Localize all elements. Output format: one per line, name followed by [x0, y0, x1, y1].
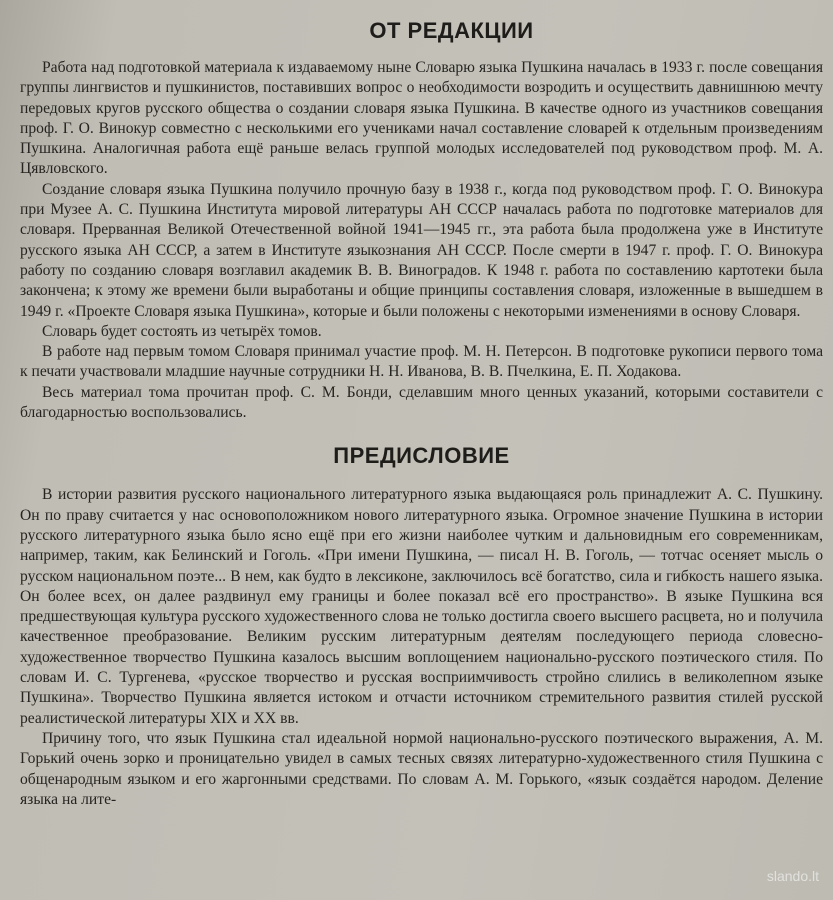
paragraph: Создание словаря языка Пушкина получило прочную базу в 1938 г., когда под руководством проф. Г. О. Винокура при Музее А. С. Пушкина Института мировой литературы АН СССР началась работа по подготовке материалов для словаря. Прерванная Великой Отечественной войной 1941—1945 гг., эта работа была продолжена уже в Институте русского языка АН СССР, а затем в Институте языкознания АН СССР. После смерти в 1947 г. проф. Г. О. Винокура работу по созданию словаря возглавил академик В. В. Виноградов. К 1948 г. работа по составлению картотеки была закончена; к этому же времени были выработаны и общие принципы составления словаря, изложенные в вышедшем в 1949 г. «Проекте Словаря языка Пушкина», которые и были положены с некоторыми изменениями в основу Словаря.	[20, 180, 823, 320]
watermark: slando.lt	[766, 868, 819, 884]
section-title-preface: ПРЕДИСЛОВИЕ	[333, 443, 510, 469]
preface-section	[20, 443, 823, 810]
editorial-note-section	[20, 18, 823, 423]
paragraph: Причину того, что язык Пушкина стал идеальной нормой национально-русского поэтического выражения, А. М. Горький очень зорко и проницательно увидел в самых тесных связях литературно-художественного стиля Пушкина с общенародным языком и его жаргонными средствами. По словам А. М. Горького, «язык создаётся народом. Деление языка на лите-	[20, 729, 823, 808]
paragraph: В работе над первым томом Словаря принимал участие проф. М. Н. Петерсон. В подготовке рукописи первого тома к печати участвовали младшие научные сотрудники Н. Н. Иванова, В. В. Пчелкина, Е. П. Ходакова.	[20, 343, 823, 381]
section-title-editorial: ОТ РЕДАКЦИИ	[369, 18, 534, 43]
paragraph: В истории развития русского национального литературного языка выдающаяся роль принадлежит А. С. Пушкину. Он по праву считается у нас основоположником нового литературного языка. Огромное значение Пушкина в истории русского литературного языка было ясно ещё при его жизни наиболее чутким и дальновидным его современникам, например, таким, как Белинский и Гоголь. «При имени Пушкина, — писал Н. В. Гоголь, — тотчас осеняет мысль о русском национальном поэте... В нем, как будто в лексиконе, заключилось всё богатство, сила и гибкость нашего языка. Он более всех, он далее раздвинул ему границы и более показал всё его пространство». В языке Пушкина вся предшествующая культура русского художественного слова не только достигла своего высшего расцвета, но и получила качественное преобразование. Великим русским литературным деятелям последующего периода словесно-художественное творчество Пушкина казалось высшим воплощением национально-русского поэтического стиля. По словам И. С. Тургенева, «русское творчество и русская восприимчивость стройно слились в великолепном языке Пушкина». Творчество Пушкина является истоком и отчасти источником стремительного развития стилей русской реалистической литературы XIX и XX вв.	[20, 486, 823, 727]
paragraph: Работа над подготовкой материала к издаваемому ныне Словарю языка Пушкина началась в 1933 г. после совещания группы лингвистов и пушкинистов, поставивших вопрос о необходимости возродить и осуществить давнишнюю мечту передовых кругов русского общества о создании словаря языка Пушкина. В качестве одного из участников совещания проф. Г. О. Винокур совместно с несколькими его учениками начал составление словарей к отдельным произведениям Пушкина. Аналогичная работа ещё раньше велась группой молодых исследователей под руководством проф. М. А. Цявловского.	[20, 59, 823, 178]
paragraph: Весь материал тома прочитан проф. С. М. Бонди, сделавшим много ценных указаний, которыми составители с благодарностью воспользовались.	[20, 383, 823, 422]
paragraph: Словарь будет состоять из четырёх томов.	[42, 322, 322, 340]
